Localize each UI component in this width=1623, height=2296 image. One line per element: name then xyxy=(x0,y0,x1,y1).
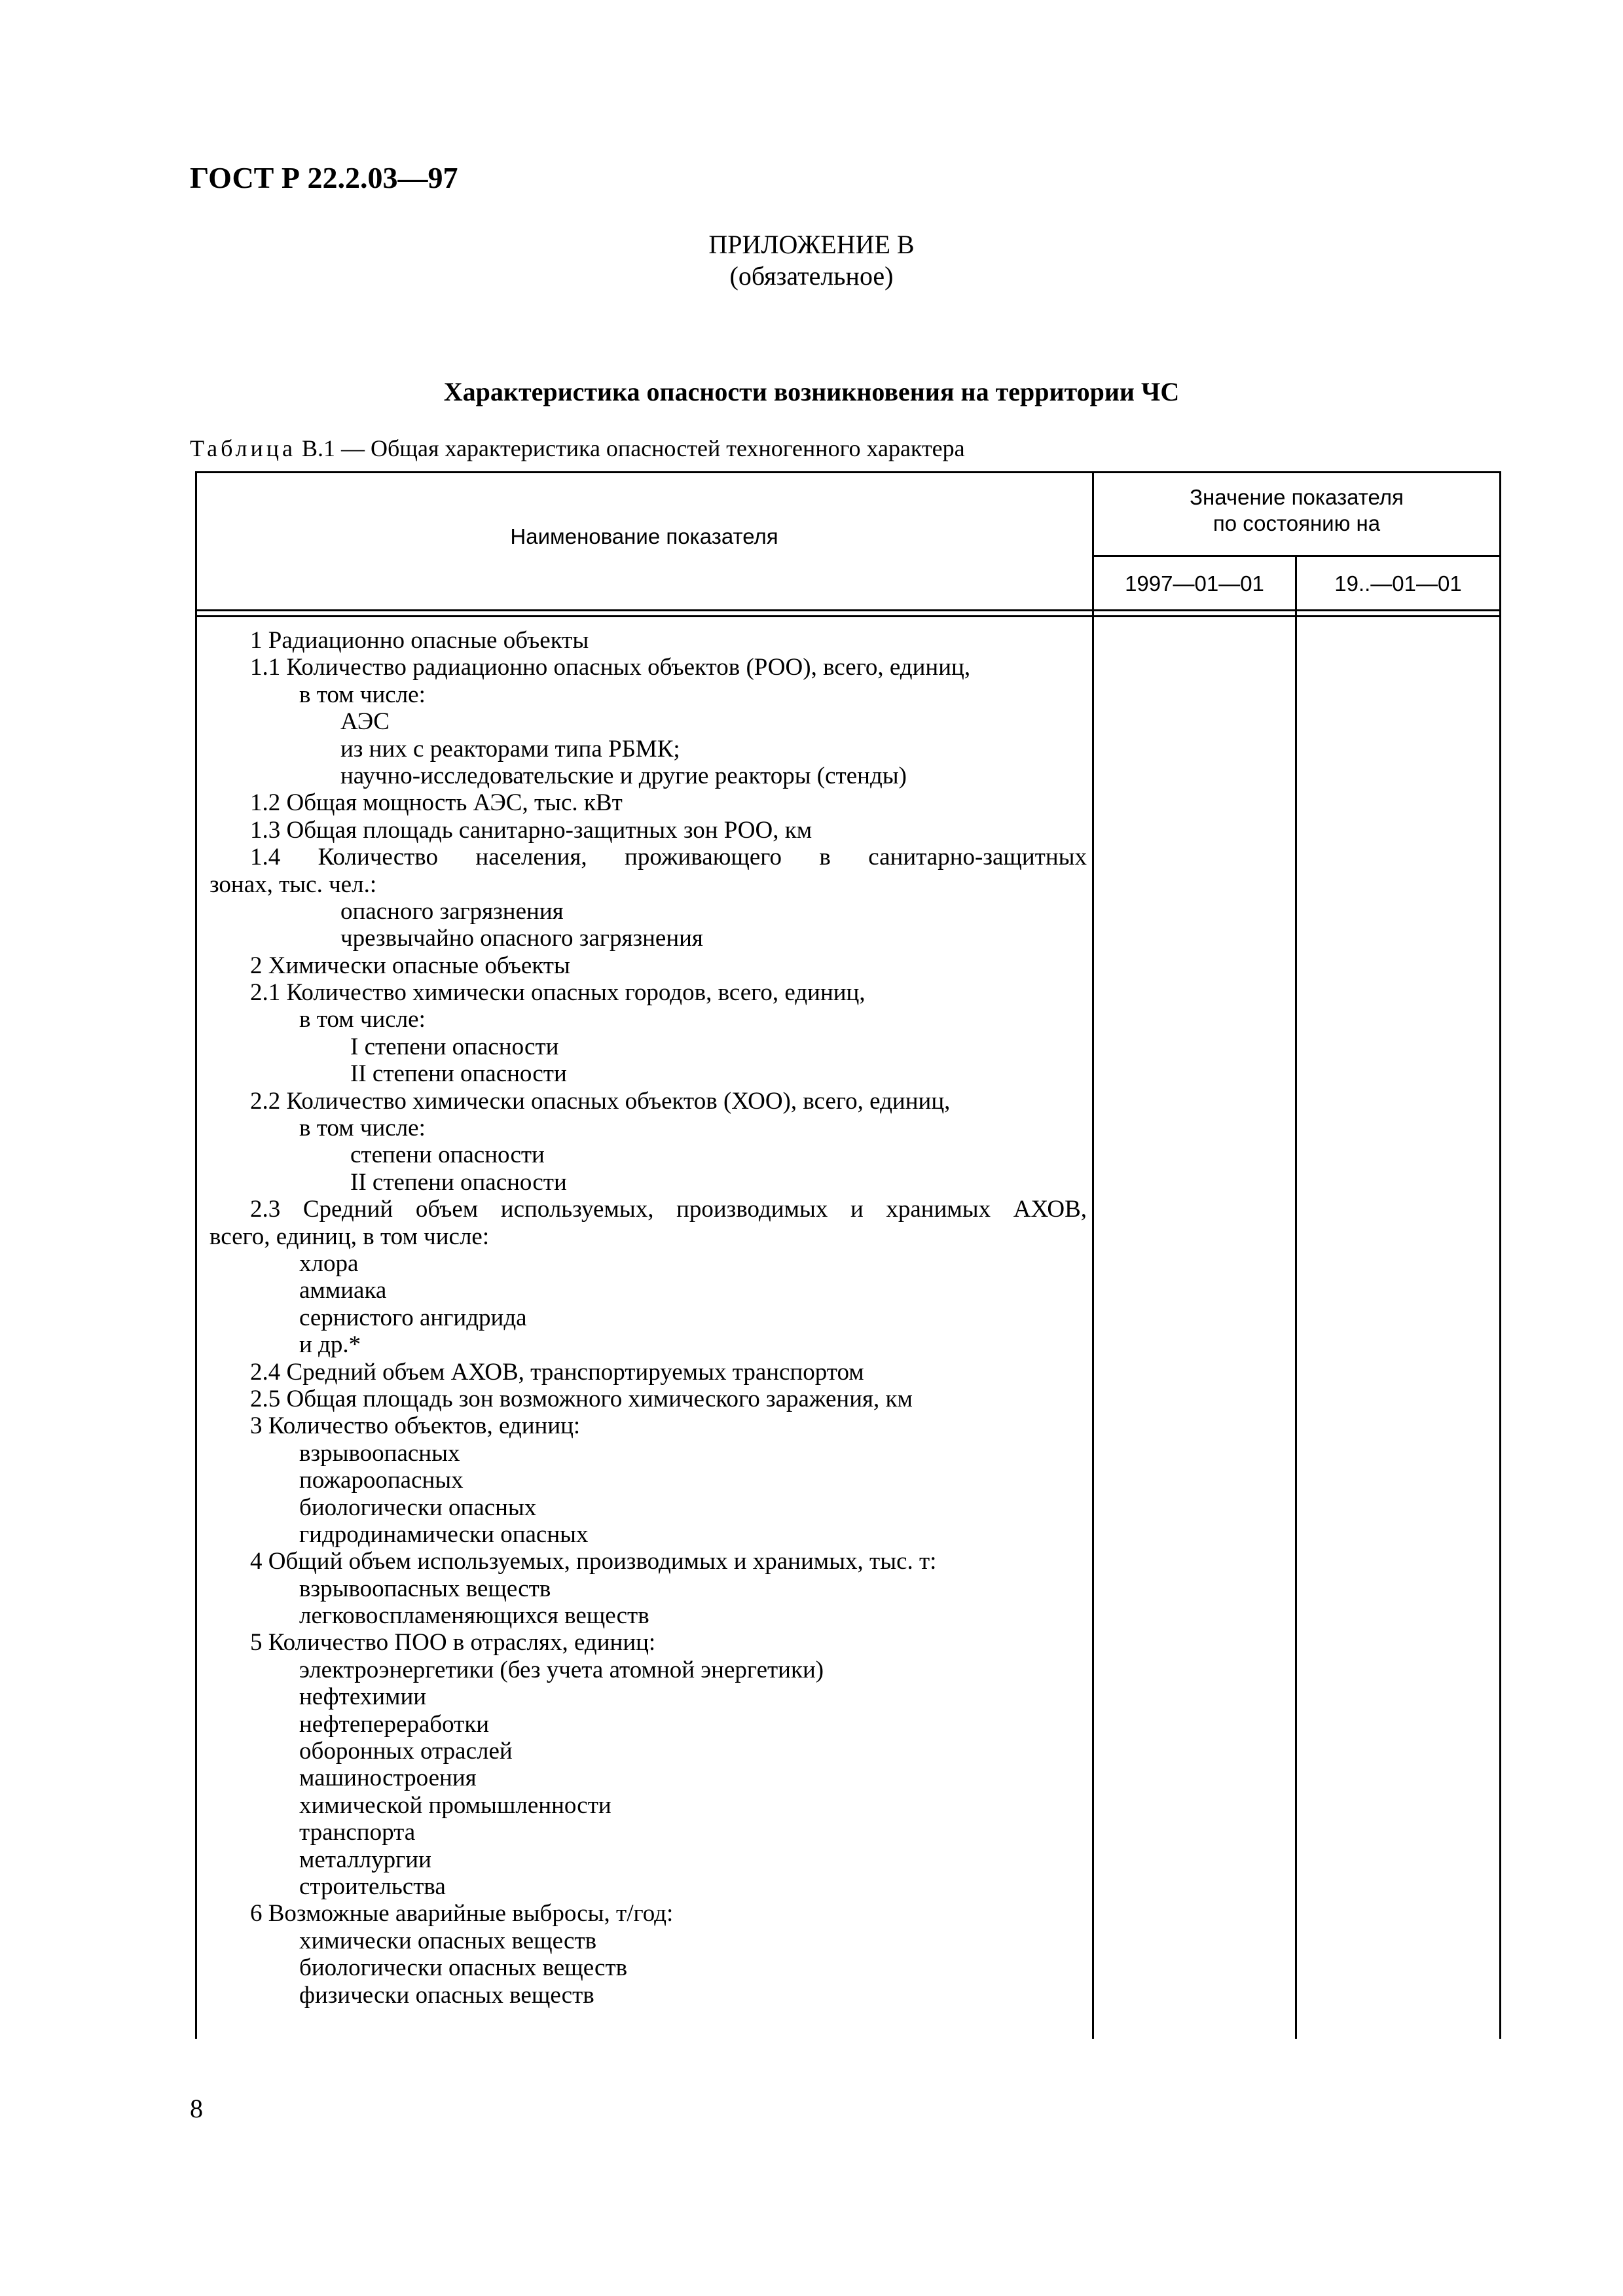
header-date-1: 1997—01—01 xyxy=(1125,571,1264,596)
table-row: аммиака xyxy=(299,1277,387,1304)
header-indicator-value xyxy=(1094,484,1499,537)
table-row: оборонных отраслей xyxy=(299,1738,513,1765)
table-row: и др.* xyxy=(299,1331,361,1359)
table-row: 1.2 Общая мощность АЭС, тыс. кВт xyxy=(250,789,623,817)
section-heading: Характеристика опасности возникновения на территории ЧС xyxy=(443,377,1180,406)
table-row: 1.1 Количество радиационно опасных объектов (РОО), всего, единиц, xyxy=(250,654,971,681)
header-bottom-border-double xyxy=(195,615,1501,617)
table-row: биологически опасных веществ xyxy=(299,1954,628,1982)
table-row: транспорта xyxy=(299,1819,416,1846)
document-code: ГОСТ Р 22.2.03—97 xyxy=(190,161,458,194)
column-divider-2 xyxy=(1295,555,1297,2039)
table-row: 3 Количество объектов, единиц: xyxy=(250,1412,581,1440)
table-row: в том числе: xyxy=(299,1006,426,1033)
table-row: 6 Возможные аварийные выбросы, т/год: xyxy=(250,1900,674,1928)
table-row: химически опасных веществ xyxy=(299,1927,597,1954)
table-row: 2 Химически опасные объекты xyxy=(250,952,570,979)
table-top-border xyxy=(195,471,1501,473)
table-caption-text: В.1 — Общая характеристика опасностей техногенного характера xyxy=(295,435,965,461)
table-row: металлургии xyxy=(299,1846,431,1873)
table-row: зонах, тыс. чел.: xyxy=(210,870,377,898)
header-bottom-border xyxy=(195,609,1501,611)
table-row: легковоспламеняющихся веществ xyxy=(299,1602,649,1630)
table-right-border xyxy=(1499,471,1501,2039)
table-row: II степени опасности xyxy=(350,1060,567,1088)
column-divider-1 xyxy=(1092,471,1094,2039)
table-row: из них с реакторами типа РБМК; xyxy=(340,735,680,762)
table-row: II степени опасности xyxy=(350,1168,567,1196)
table-row: в том числе: xyxy=(299,1115,426,1142)
table-row: 2.1 Количество химически опасных городов, всего, единиц, xyxy=(250,979,866,1007)
table-row: пожароопасных xyxy=(299,1467,464,1494)
table-row: электроэнергетики (без учета атомной энергетики) xyxy=(299,1656,824,1683)
table-row: взрывоопасных веществ xyxy=(299,1575,551,1602)
table-row: машиностроения xyxy=(299,1765,477,1792)
table-body-rows xyxy=(210,627,1087,2009)
header-indicator-name: Наименование показателя xyxy=(510,524,778,548)
table-left-border xyxy=(195,471,197,2039)
table-row: физически опасных веществ xyxy=(299,1981,594,2009)
table-row: 5 Количество ПОО в отраслях, единиц: xyxy=(250,1629,656,1657)
table-row: сернистого ангидрида xyxy=(299,1304,527,1331)
table-row: хлора xyxy=(299,1249,359,1277)
table-row: чрезвычайно опасного загрязнения xyxy=(340,925,703,952)
table-row: степени опасности xyxy=(350,1141,545,1169)
table-row: нефтехимии xyxy=(299,1683,427,1711)
appendix-title: ПРИЛОЖЕНИЕ В xyxy=(708,230,915,259)
header-indicator-value-line2: по состоянию на xyxy=(1213,511,1381,535)
table-row: нефтепереработки xyxy=(299,1710,490,1738)
table-row: 4 Общий объем используемых, производимых и хранимых, тыс. т: xyxy=(250,1548,937,1575)
page-number: 8 xyxy=(190,2094,203,2123)
table-row: в том числе: xyxy=(299,681,426,708)
table-caption xyxy=(190,435,965,462)
table-row: 1.4 Количество населения, проживающего в санитарно-защитных xyxy=(250,844,1087,871)
header-date-2: 19..—01—01 xyxy=(1334,571,1462,596)
table-row: научно-исследовательские и другие реакторы (стенды) xyxy=(340,762,907,789)
table-row: I степени опасности xyxy=(350,1033,559,1060)
table-row: всего, единиц, в том числе: xyxy=(210,1223,490,1250)
table-row: химической промышленности xyxy=(299,1791,611,1819)
table-row: биологически опасных xyxy=(299,1494,537,1521)
table-row: 1 Радиационно опасные объекты xyxy=(250,627,589,654)
table-row: АЭС xyxy=(340,708,390,736)
table-caption-word: Таблица xyxy=(190,435,296,461)
table-row: 2.5 Общая площадь зон возможного химического заражения, км xyxy=(250,1385,913,1412)
table-row: гидродинамически опасных xyxy=(299,1520,589,1548)
header-indicator-value-line1: Значение показателя xyxy=(1190,485,1404,509)
table-row: 2.3 Средний объем используемых, производимых и хранимых АХОВ, xyxy=(250,1196,1087,1223)
table-row: взрывоопасных xyxy=(299,1439,460,1467)
table-row: 1.3 Общая площадь санитарно-защитных зон РОО, км xyxy=(250,816,812,844)
table-row: 2.4 Средний объем АХОВ, транспортируемых транспортом xyxy=(250,1358,864,1386)
appendix-note: (обязательное) xyxy=(729,261,894,291)
table-row: строительства xyxy=(299,1873,446,1900)
table-row: опасного загрязнения xyxy=(340,897,564,925)
appendix-block xyxy=(0,229,1623,292)
table-row: 2.2 Количество химически опасных объектов (ХОО), всего, единиц, xyxy=(250,1087,951,1115)
